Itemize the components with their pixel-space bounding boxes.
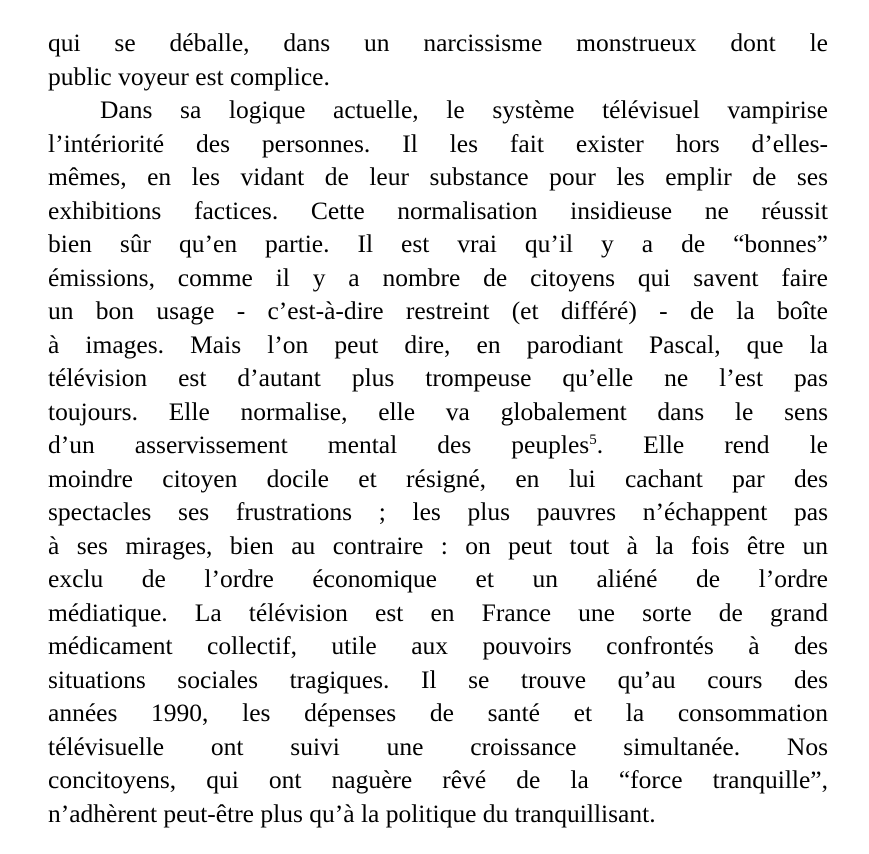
text-line: exhibitions factices. Cette normalisation insidieuse ne réussit [48,195,828,225]
text-segment: . Elle rend le [596,430,828,459]
text-line: qui se déballe, dans un narcissisme monstrueux dont le [48,28,828,57]
text-line: spectacles ses frustrations ; les plus pauvres n’échappent pas [48,497,828,526]
text-line: situations sociales tragiques. Il se trouve qu’au cours des [48,664,828,694]
text-line: toujours. Elle normalise, elle va globalement dans le sens [48,396,828,426]
text-line: à ses mirages, bien au contraire : on peut tout à la fois être un [48,530,828,560]
text-line: émissions, comme il y a nombre de citoyens qui savent faire [48,262,828,292]
text-line: médicament collectif, utile aux pouvoirs confrontés à des [48,631,828,660]
text-line: public voyeur est complice. [48,61,330,91]
text-line: moindre citoyen docile et résigné, en lui cachant par des [48,463,828,493]
text-line-with-footnote [48,428,828,462]
document-page [48,26,828,830]
text-line: années 1990, les dépenses de santé et la consommation [48,698,828,727]
text-line: à images. Mais l’on peut dire, en parodiant Pascal, que la [48,329,828,359]
text-line: concitoyens, qui ont naguère rêvé de la “force tranquille”, [48,765,828,794]
text-line: médiatique. La télévision est en France une sorte de grand [48,597,828,627]
text-line: télévisuelle ont suivi une croissance simultanée. Nos [48,731,828,761]
paragraph-2 [48,93,828,830]
text-line: l’intériorité des personnes. Il les fait exister hors d’elles- [48,128,828,158]
text-segment: d’un asservissement mental des peuples [48,430,590,459]
footnote-reference: 5 [589,432,597,448]
text-line: mêmes, en les vidant de leur substance pour les emplir de ses [48,162,828,191]
text-line: Dans sa logique actuelle, le système télévisuel vampirise [100,95,828,124]
paragraph-1 [48,26,828,93]
text-line: n’adhèrent peut-être plus qu’à la politique du tranquillisant. [48,798,656,828]
text-line: exclu de l’ordre économique et un aliéné de l’ordre [48,564,828,593]
text-line: télévision est d’autant plus trompeuse qu’elle ne l’est pas [48,363,828,392]
text-line: bien sûr qu’en partie. Il est vrai qu’il y a de “bonnes” [48,229,828,258]
text-line: un bon usage - c’est-à-dire restreint (et différé) - de la boîte [48,296,828,325]
